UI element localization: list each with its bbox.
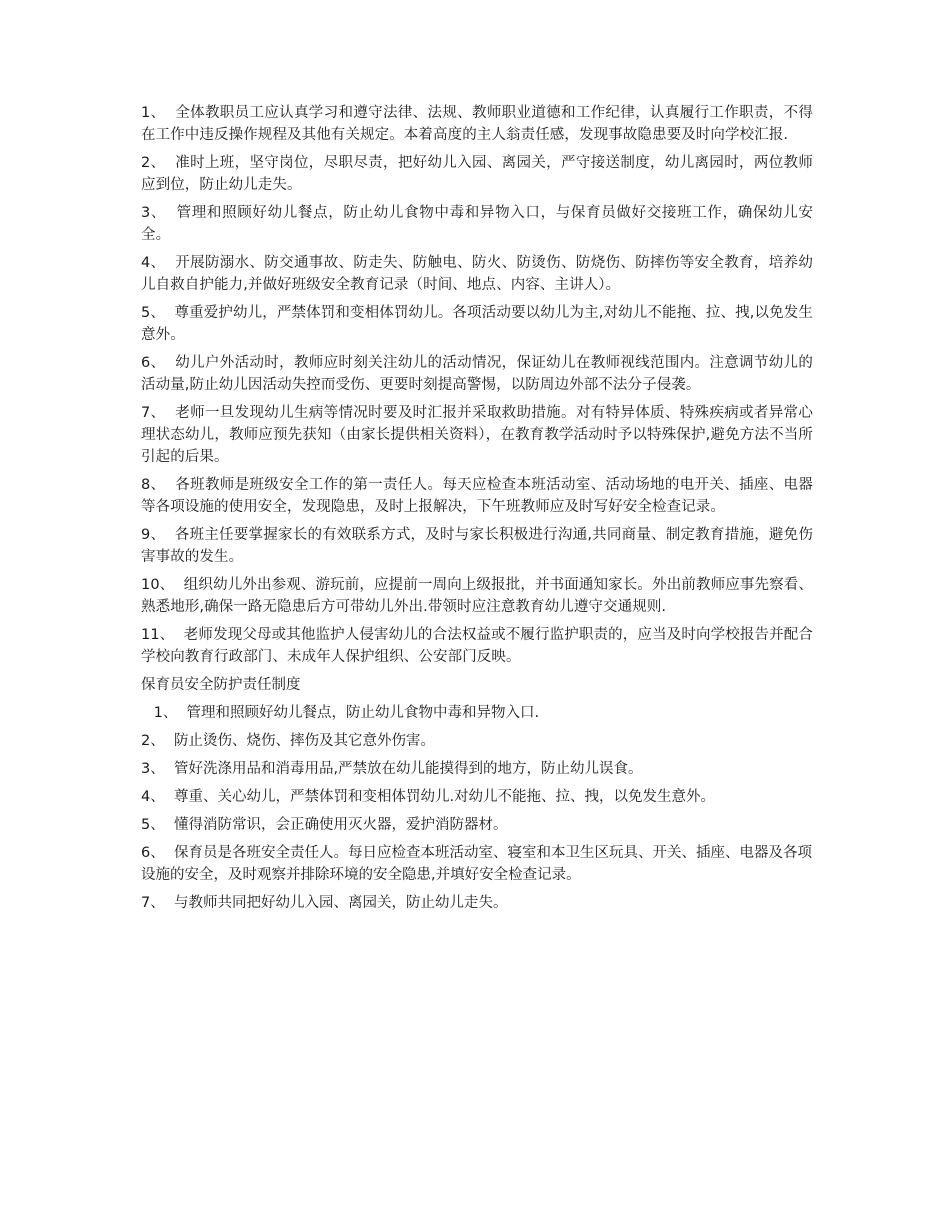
section-title: 保育员安全防护责任制度 [141, 677, 301, 693]
teacher-rule-7: 7、 老师一旦发现幼儿生病等情况时要及时汇报并采取救助措施。对有特异体质、特殊疾病或者异常心理状态幼儿，教师应预先获知（由家长提供相关资料），在教育教学活动时予以特殊保护,避免方法不当所引起的后果。 [141, 405, 813, 465]
document-page [141, 102, 813, 920]
teacher-rule-2: 2、 准时上班，坚守岗位，尽职尽责，把好幼儿入园、离园关，严守接送制度，幼儿离园时，两位教师应到位，防止幼儿走失。 [141, 155, 813, 193]
nurse-rules-list [141, 702, 813, 914]
nurse-rule-4: 4、 尊重、关心幼儿，严禁体罚和变相体罚幼儿.对幼儿不能拖、拉、拽，以免发生意外。 [141, 789, 716, 805]
teacher-rules-list [141, 102, 813, 668]
teacher-rule-6: 6、 幼儿户外活动时，教师应时刻关注幼儿的活动情况，保证幼儿在教师视线范围内。注意调节幼儿的活动量,防止幼儿因活动失控而受伤、更要时刻提高警惕，以防周边外部不法分子侵袭。 [141, 355, 813, 393]
teacher-rule-8: 8、 各班教师是班级安全工作的第一责任人。每天应检查本班活动室、活动场地的电开关、插座、电器等各项设施的使用安全，发现隐患，及时上报解决，下午班教师应及时写好安全检查记录。 [141, 477, 813, 515]
teacher-rule-4: 4、 开展防溺水、防交通事故、防走失、防触电、防火、防烫伤、防烧伤、防摔伤等安全教育，培养幼儿自救自护能力,并做好班级安全教育记录（时间、地点、内容、主讲人）。 [141, 255, 813, 293]
teacher-rule-5: 5、 尊重爱护幼儿，严禁体罚和变相体罚幼儿。各项活动要以幼儿为主,对幼儿不能拖、拉、拽,以免发生意外。 [141, 305, 813, 343]
nurse-rule-6: 6、 保育员是各班安全责任人。每日应检查本班活动室、寝室和本卫生区玩具、开关、插座、电器及各项设施的安全，及时观察并排除环境的安全隐患,并填好安全检查记录。 [141, 845, 812, 883]
nurse-rule-7: 7、 与教师共同把好幼儿入园、离园关，防止幼儿走失。 [141, 895, 508, 911]
teacher-rule-11: 11、 老师发现父母或其他监护人侵害幼儿的合法权益或不履行监护职责的，应当及时向学校报告并配合学校向教育行政部门、未成年人保护组织、公安部门反映。 [141, 627, 813, 665]
teacher-rule-3: 3、 管理和照顾好幼儿餐点，防止幼儿食物中毒和异物入口，与保育员做好交接班工作，确保幼儿安全。 [141, 205, 813, 243]
teacher-rule-1: 1、 全体教职员工应认真学习和遵守法律、法规、教师职业道德和工作纪律，认真履行工作职责，不得在工作中违反操作规程及其他有关规定。本着高度的主人翁责任感，发现事故隐患要及时向学校汇报. [141, 105, 813, 143]
nurse-rule-2: 2、 防止烫伤、烧伤、摔伤及其它意外伤害。 [141, 733, 435, 749]
nurse-rule-3: 3、 管好洗涤用品和消毒用品,严禁放在幼儿能摸得到的地方，防止幼儿误食。 [141, 761, 643, 777]
nurse-rule-5: 5、 懂得消防常识，会正确使用灭火器，爱护消防器材。 [141, 817, 508, 833]
nurse-rule-1: 1、 管理和照顾好幼儿餐点，防止幼儿食物中毒和异物入口. [149, 705, 540, 721]
teacher-rule-9: 9、 各班主任要掌握家长的有效联系方式，及时与家长积极进行沟通,共同商量、制定教育措施，避免伤害事故的发生。 [141, 527, 813, 565]
teacher-rule-10: 10、 组织幼儿外出参观、游玩前，应提前一周向上级报批，并书面通知家长。外出前教师应事先察看、熟悉地形,确保一路无隐患后方可带幼儿外出.带领时应注意教育幼儿遵守交通规则. [141, 577, 813, 615]
